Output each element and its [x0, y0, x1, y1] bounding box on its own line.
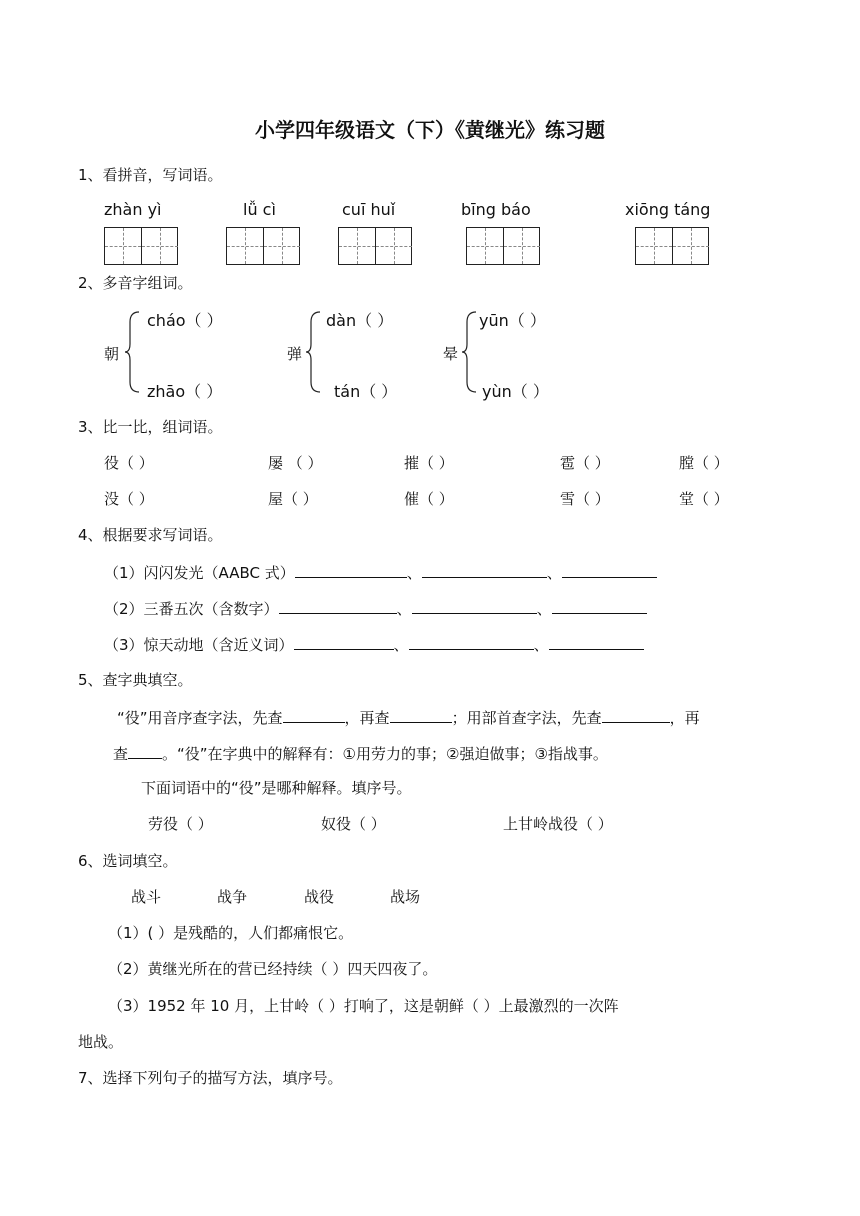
q3-r1-1[interactable]: 役（ ） — [104, 454, 154, 472]
q6-sentence-1[interactable]: （1）( ）是残酷的，人们都痛恨它。 — [108, 924, 354, 942]
q1-writing-grid-5[interactable] — [635, 227, 709, 265]
q5-text: ，再查 — [344, 709, 390, 727]
q2-zhao-bottom[interactable]: zhāo（ ） — [147, 382, 223, 401]
answer-blank[interactable] — [602, 706, 670, 723]
q1-pinyin-3: cuī huǐ — [342, 200, 396, 219]
q3-r2-4[interactable]: 雪（ ） — [560, 490, 610, 508]
separator: 、 — [533, 636, 549, 654]
q2-zhao-top[interactable]: cháo（ ） — [147, 311, 223, 330]
brace-icon — [461, 310, 479, 394]
q2-char-yun: 晕 — [443, 345, 459, 363]
brace-icon — [124, 310, 142, 394]
q4-item-2 — [104, 597, 647, 619]
q5-text: ；用部首查字法，先查 — [451, 709, 602, 727]
answer-blank[interactable] — [294, 633, 394, 650]
q5-text: “役”用音序查字法，先查 — [117, 709, 283, 727]
q6-sentence-3-cont: 地战。 — [78, 1033, 124, 1051]
q1-heading: 1、看拼音，写词语。 — [78, 166, 223, 184]
q4-item-1 — [104, 561, 657, 583]
q5-text: 。“役”在字典中的解释有：①用劳力的事；②强迫做事；③指战事。 — [162, 745, 608, 763]
q2-yun-top[interactable]: yūn（ ） — [479, 311, 546, 330]
q1-writing-grid-4[interactable] — [466, 227, 540, 265]
answer-blank[interactable] — [552, 597, 647, 614]
q7-heading: 7、选择下列句子的描写方法，填序号。 — [78, 1069, 343, 1087]
q4-item-3-label: （3）惊天动地（含近义词） — [104, 636, 294, 654]
separator: 、 — [396, 600, 412, 618]
q5-text: ，再 — [669, 709, 700, 727]
q3-r2-1[interactable]: 没（ ） — [104, 490, 154, 508]
q5-word-1[interactable]: 劳役（ ） — [148, 815, 213, 833]
q2-dan-top[interactable]: dàn（ ） — [326, 311, 394, 330]
q3-r1-3[interactable]: 摧（ ） — [404, 454, 454, 472]
q4-item-1-label: （1）闪闪发光（AABC 式） — [104, 564, 295, 582]
answer-blank[interactable] — [412, 597, 537, 614]
q5-line1 — [117, 706, 700, 728]
q6-option-1: 战斗 — [131, 888, 162, 906]
q3-r2-2[interactable]: 屋（ ） — [268, 490, 318, 508]
q4-item-3 — [104, 633, 644, 655]
q1-writing-grid-3[interactable] — [338, 227, 412, 265]
q3-r2-5[interactable]: 堂（ ） — [679, 490, 729, 508]
q5-line2 — [113, 742, 608, 764]
q3-heading: 3、比一比，组词语。 — [78, 418, 223, 436]
q3-r1-2[interactable]: 屡 （ ） — [268, 454, 323, 472]
answer-blank[interactable] — [295, 561, 407, 578]
answer-blank[interactable] — [390, 706, 452, 723]
q1-pinyin-5: xiōng táng — [625, 200, 711, 219]
brace-icon — [305, 310, 323, 394]
answer-blank[interactable] — [562, 561, 657, 578]
q1-writing-grid-2[interactable] — [226, 227, 300, 265]
answer-blank[interactable] — [283, 706, 345, 723]
q2-char-dan: 弹 — [287, 345, 303, 363]
q6-heading: 6、选词填空。 — [78, 852, 178, 870]
q2-yun-bottom[interactable]: yùn（ ） — [482, 382, 549, 401]
q4-item-2-label: （2）三番五次（含数字） — [104, 600, 279, 618]
answer-blank[interactable] — [279, 597, 397, 614]
separator: 、 — [406, 564, 422, 582]
answer-blank[interactable] — [128, 742, 162, 759]
q6-option-3: 战役 — [304, 888, 335, 906]
q5-word-3[interactable]: 上甘岭战役（ ） — [503, 815, 613, 833]
q3-r1-4[interactable]: 雹（ ） — [560, 454, 610, 472]
separator: 、 — [546, 564, 562, 582]
q6-option-2: 战争 — [217, 888, 248, 906]
answer-blank[interactable] — [409, 633, 534, 650]
answer-blank[interactable] — [422, 561, 547, 578]
q5-line3: 下面词语中的“役”是哪种解释。填序号。 — [141, 779, 412, 797]
q2-dan-bottom[interactable]: tán（ ） — [334, 382, 398, 401]
q6-sentence-3[interactable]: （3）1952 年 10 月，上甘岭（ ）打响了，这是朝鲜（ ）上最激烈的一次阵 — [108, 997, 619, 1015]
q3-r1-5[interactable]: 膛（ ） — [679, 454, 729, 472]
q5-word-2[interactable]: 奴役（ ） — [321, 815, 386, 833]
separator: 、 — [536, 600, 552, 618]
separator: 、 — [393, 636, 409, 654]
page-title: 小学四年级语文（下）《黄继光》练习题 — [255, 118, 605, 142]
q1-pinyin-4: bīng báo — [461, 200, 531, 219]
q1-pinyin-2: lǚ cì — [243, 200, 276, 219]
q6-option-4: 战场 — [390, 888, 421, 906]
q4-heading: 4、根据要求写词语。 — [78, 526, 223, 544]
q2-char-zhao: 朝 — [104, 345, 120, 363]
q6-sentence-2[interactable]: （2）黄继光所在的营已经持续（ ）四天四夜了。 — [108, 960, 438, 978]
q5-text: 查 — [113, 745, 129, 763]
answer-blank[interactable] — [549, 633, 644, 650]
q2-heading: 2、多音字组词。 — [78, 274, 193, 292]
q5-heading: 5、查字典填空。 — [78, 671, 193, 689]
q3-r2-3[interactable]: 催（ ） — [404, 490, 454, 508]
q1-writing-grid-1[interactable] — [104, 227, 178, 265]
q1-pinyin-1: zhàn yì — [104, 200, 162, 219]
